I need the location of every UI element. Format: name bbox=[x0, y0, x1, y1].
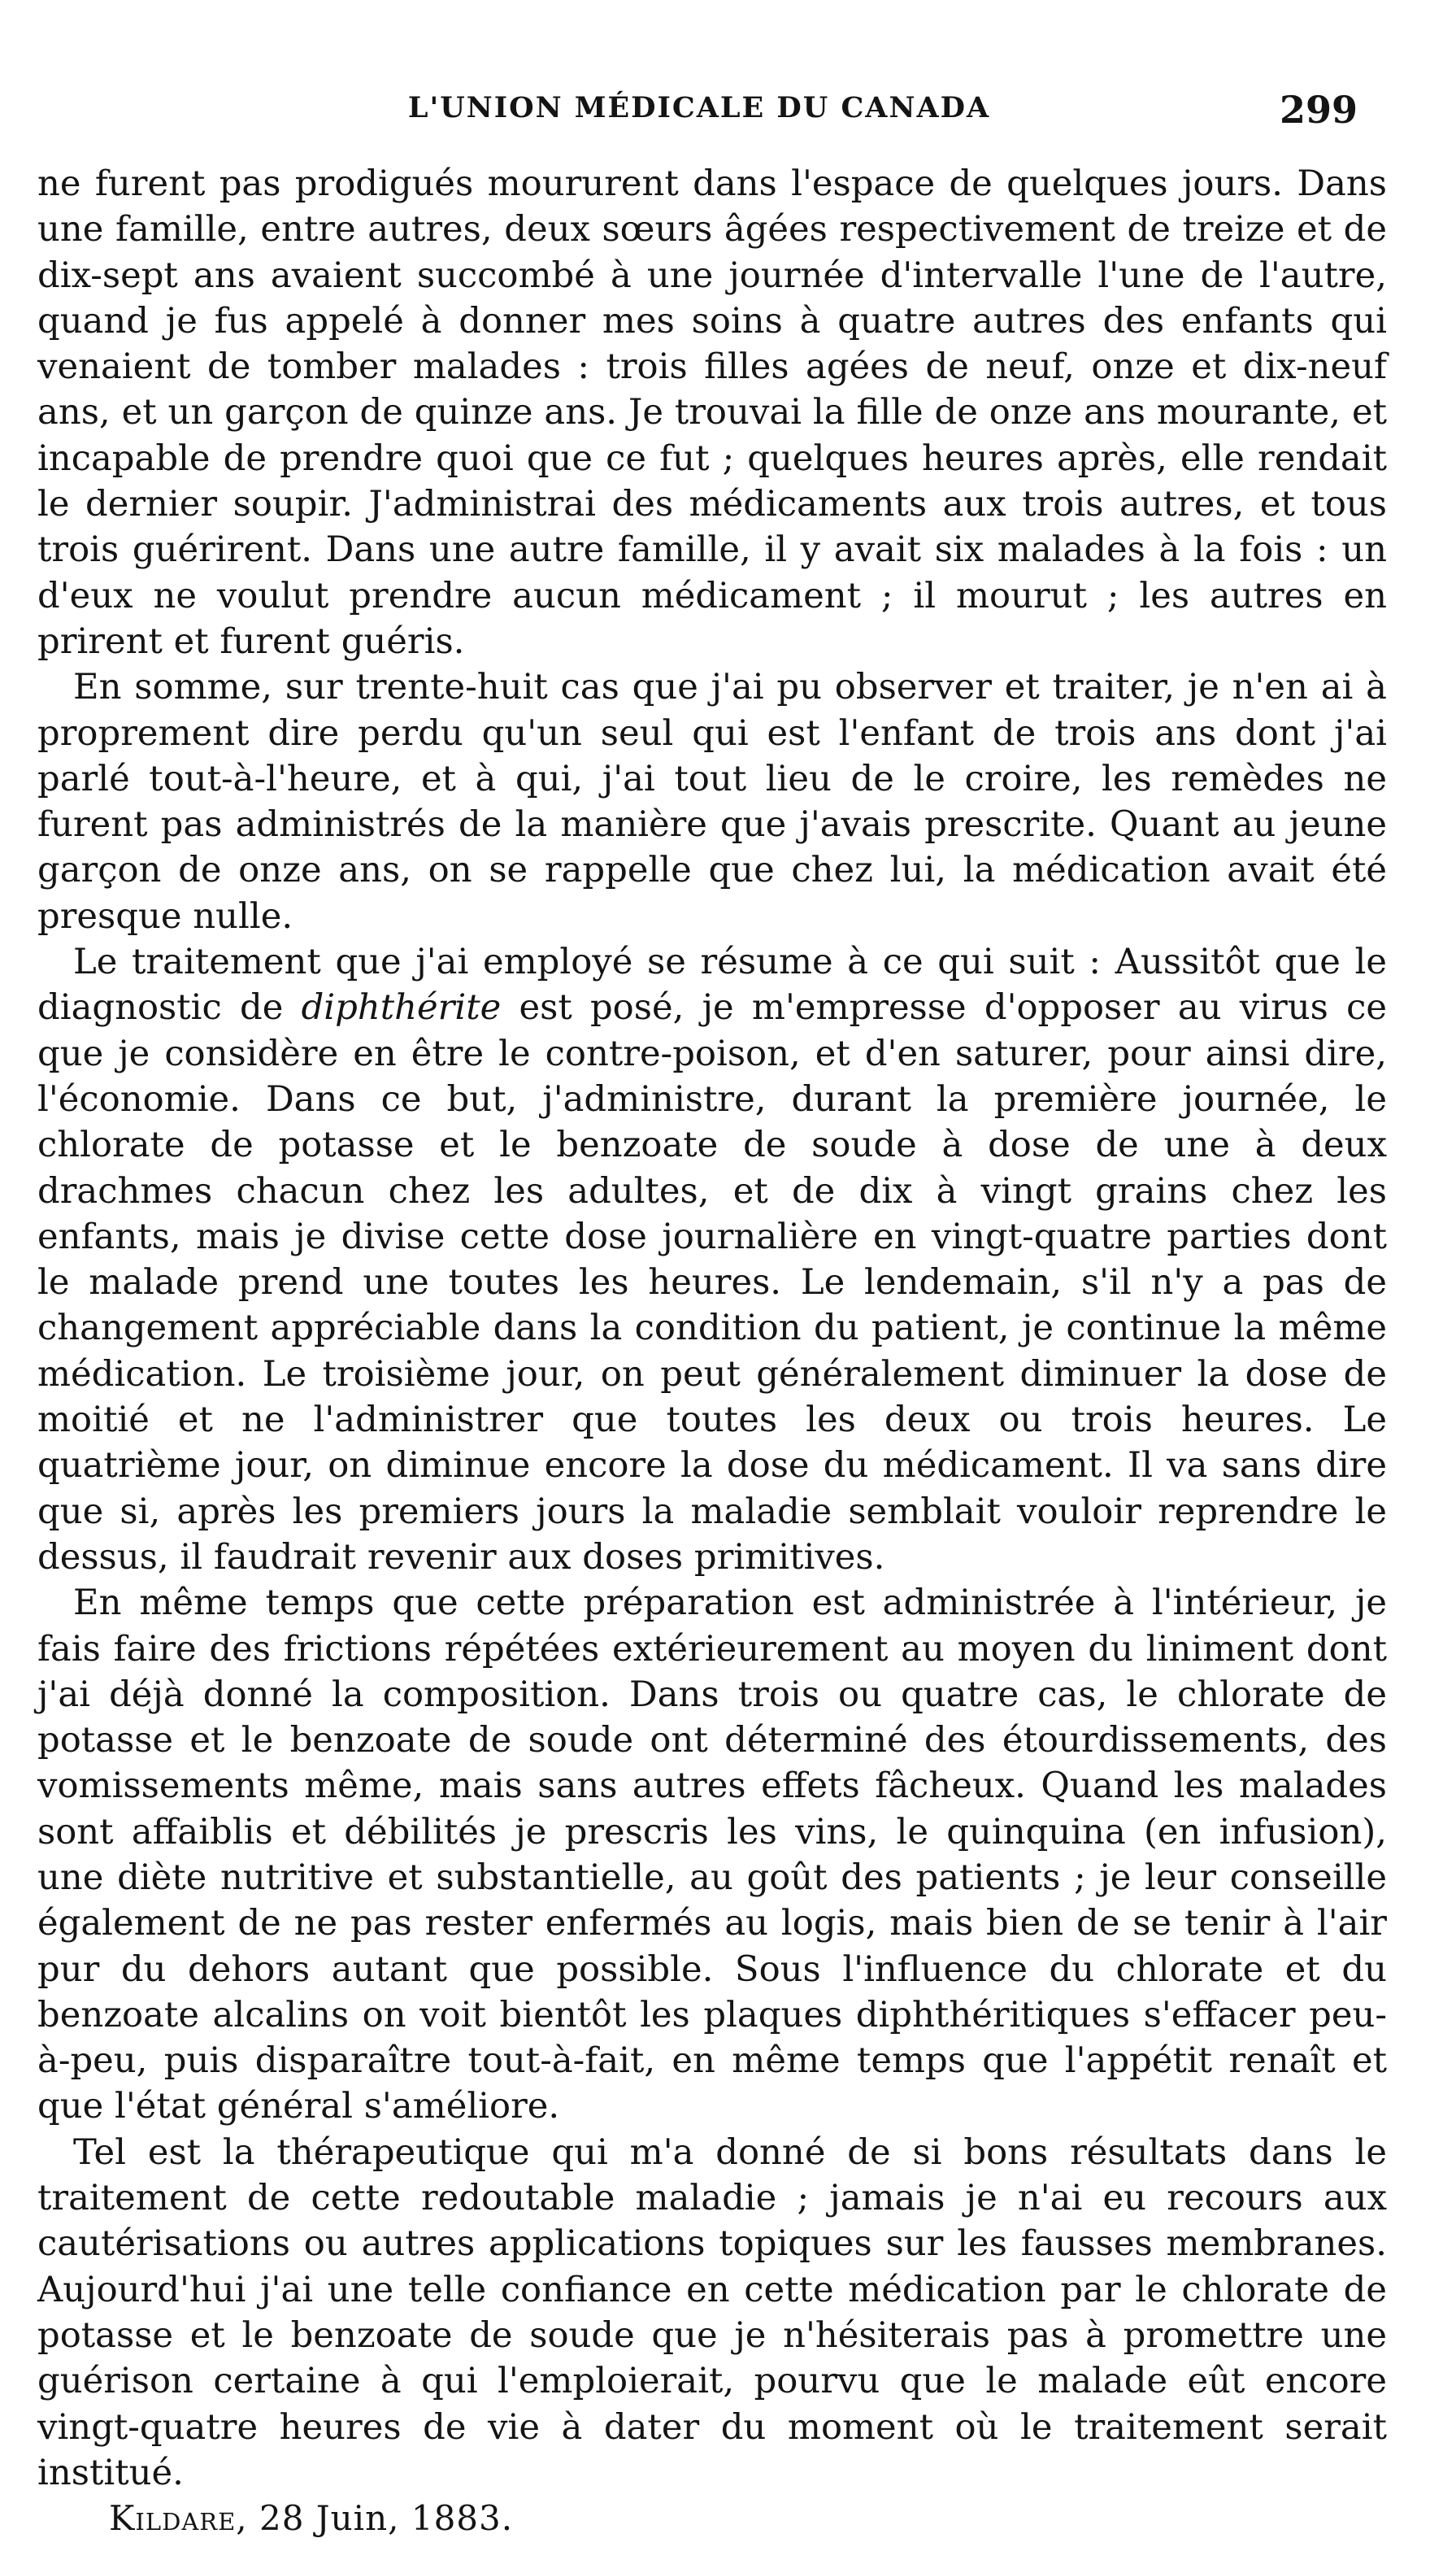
paragraph-text: En somme, sur trente-huit cas que j'ai pu observer et traiter, je n'en ai à proprement dire perdu qu'un seul qui est l'enfant de trois ans dont j'ai parlé tout-à-l'heure, et à qui, j'ai tout lieu de le croire, les remèdes ne furent pas administrés de la manière que j'avais prescrite. Quant au jeune garçon de onze ans, on se rappelle que chez lui, la médication avait été presque nulle. bbox=[37, 667, 1387, 937]
running-head bbox=[41, 88, 1358, 140]
signature-place: Kildare bbox=[109, 2498, 237, 2539]
paragraph bbox=[37, 2130, 1387, 2496]
signature-line bbox=[37, 2496, 1387, 2541]
page-number: 299 bbox=[1279, 88, 1358, 132]
signature-date: , 28 Juin, 1883. bbox=[236, 2498, 514, 2539]
paragraph-text: est posé, je m'empresse d'opposer au virus ce que je considère en être le contre-poison, et d'en saturer, pour ainsi dire, l'économie. Dans ce but, j'administre, durant la première journée, le chlorate de potasse et le benzoate de soude à dose de une à deux drachmes chacun chez les adultes, et de dix à vingt grains chez les enfants, mais je divise cette dose journalière en vingt-quatre parties dont le malade prend une toutes les heures. Le lendemain, s'il n'y a pas de changement appréciable dans la condition du patient, je continue la même médication. Le troisième jour, on peut généralement diminuer la dose de moitié et ne l'administrer que toutes les deux ou trois heures. Le quatrième jour, on diminue encore la dose du médicament. Il va sans dire que si, après les premiers jours la maladie semblait vouloir reprendre le dessus, il faudrait revenir aux doses primitives. bbox=[37, 987, 1388, 1578]
journal-title: L'UNION MÉDICALE DU CANADA bbox=[407, 91, 991, 124]
paragraph bbox=[37, 1580, 1387, 2130]
paragraph-text: En même temps que cette préparation est administrée à l'intérieur, je fais faire des frictions répétées extérieurement au moyen du liniment dont j'ai déjà donné la composition. Dans trois ou quatre cas, le chlorate de potasse et le benzoate de soude ont déterminé des étourdissements, des vomissements même, mais sans autres effets fâcheux. Quand les malades sont affaiblis et débilités je prescris les vins, le quinquina (en infusion), une diète nutritive et substantielle, au goût des patients ; je leur conseille également de ne pas rester enfermés au logis, mais bien de se tenir à l'air pur du dehors autant que possible. Sous l'influence du chlorate et du benzoate alcalins on voit bientôt les plaques diphthéritiques s'effacer peu-à-peu, puis disparaître tout-à-fait, en même temps que l'appétit renaît et que l'état général s'améliore. bbox=[37, 1583, 1387, 2127]
paragraph-continued bbox=[37, 161, 1387, 664]
paragraph bbox=[37, 664, 1387, 939]
article-body bbox=[37, 161, 1387, 2541]
emphasized-term: diphthérite bbox=[301, 987, 502, 1029]
paragraph-text: ne furent pas prodigués moururent dans l'espace de quelques jours. Dans une famille, entre autres, deux sœurs âgées respectivement de treize et de dix-sept ans avaient succombé à une journée d'intervalle l'une de l'autre, quand je fus appelé à donner mes soins à quatre autres des enfants qui venaient de tomber malades : trois filles agées de neuf, onze et dix-neuf ans, et un garçon de quinze ans. Je trouvai la fille de onze ans mourante, et incapable de prendre quoi que ce fut ; quelques heures après, elle rendait le dernier soupir. J'administrai des médicaments aux trois autres, et tous trois guérirent. Dans une autre famille, il y avait six malades à la fois : un d'eux ne voulut prendre aucun médicament ; il mourut ; les autres en prirent et furent guéris. bbox=[37, 163, 1387, 662]
paragraph bbox=[37, 939, 1387, 1580]
paragraph-text: Tel est la thérapeutique qui m'a donné de si bons résultats dans le traitement de cette redoutable maladie ; jamais je n'ai eu recours aux cautérisations ou autres applications topiques sur les fausses membranes. Aujourd'hui j'ai une telle confiance en cette médication par le chlorate de potasse et le benzoate de soude que je n'hésiterais pas à promettre une guérison certaine à qui l'emploierait, pourvu que le malade eût encore vingt-quatre heures de vie à dater du moment où le traitement serait institué. bbox=[37, 2131, 1387, 2493]
paragraph-text: Le traitement que j'ai employé se résume à ce qui suit : Aussitôt que le diagnostic de bbox=[37, 942, 1387, 1029]
